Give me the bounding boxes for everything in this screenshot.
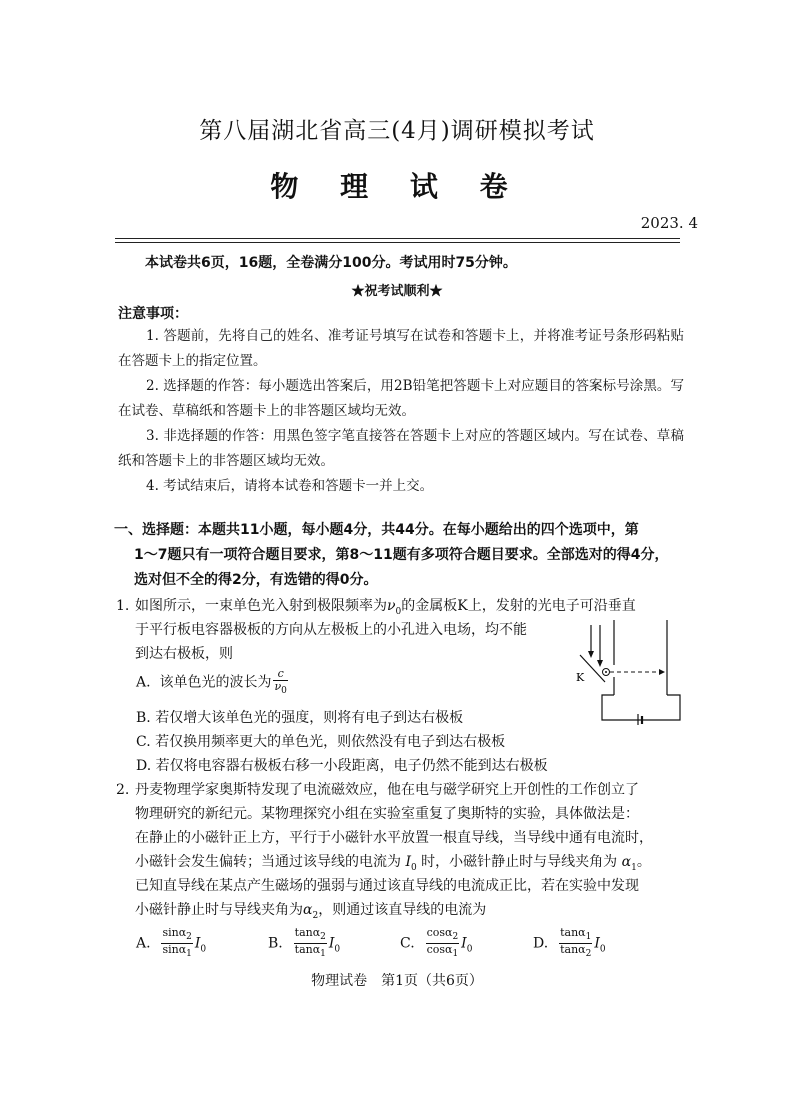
section-1-line-3: 选对但不全的得2分，有选错的得0分。 xyxy=(134,572,378,588)
question-1-option-c: C. 若仅换用频率更大的单色光，则依然没有电子到达右极板 xyxy=(136,734,506,750)
question-2-line-4: 小磁针会发生偏转；当通过该导线的电流为 $I_0$ 时，小磁针静止时与导线夹角为 $\alpha_1$。 xyxy=(135,854,651,873)
exam-title: 第八届湖北省高三(4月)调研模拟考试 xyxy=(199,118,595,144)
question-1-option-d: D. 若仅将电容器右极板右移一小段距离，电子仍然不能到达右极板 xyxy=(136,758,548,774)
question-2-line-3: 在静止的小磁针正上方，平行于小磁针水平放置一根直导线，当导线中通有电流时， xyxy=(135,830,653,846)
svg-text:K: K xyxy=(576,671,585,684)
question-1-line-3: 到达右极板，则 xyxy=(135,646,233,662)
question-1-option-a: A. 该单色光的波长为 $\frac{c}{\nu_0}$ xyxy=(136,667,287,697)
question-2-option-a: A. $\frac{\sin\alpha_2}{\sin\alpha_1}$ $I_0$ xyxy=(136,926,207,960)
question-1-number: 1. xyxy=(116,598,130,614)
question-2-option-d: D. $\frac{\tan\alpha_1}{\tan\alpha_2}$ $I_0$ xyxy=(533,926,606,960)
notice-heading: 注意事项： xyxy=(118,306,188,322)
blessing: ★祝考试顺利★ xyxy=(351,284,443,299)
exam-intro: 本试卷共6页，16题，全卷满分100分。考试用时75分钟。 xyxy=(145,255,517,271)
notice-item-3: 3. 非选择题的作答：用黑色签字笔直接答在答题卡上对应的答题区域内。写在试卷、草稿纸和答题卡上的非答题区域均无效。 xyxy=(118,428,684,469)
wavelength-fraction: $\frac{c}{\nu_0}$ xyxy=(274,667,287,697)
section-1-line-2: 1～7题只有一项符合题目要求，第8～11题有多项符合题目要求。全部选对的得4分， xyxy=(134,547,669,563)
notice-item-4: 4. 考试结束后，请将本试卷和答题卡一并上交。 xyxy=(146,478,434,494)
question-1-line-1: 如图所示，一束单色光入射到极限频率为$\nu_0$的金属板K上，发射的光电子可沿垂直 xyxy=(135,598,636,617)
exam-date: 2023. 4 xyxy=(640,214,698,232)
header-rule-top xyxy=(115,238,680,239)
section-1-heading xyxy=(114,518,686,593)
notice-item-2: 2. 选择题的作答：每小题选出答案后，用2B铅笔把答题卡上对应题目的答案标号涂黑。写在试卷、草稿纸和答题卡上的非答题区域均无效。 xyxy=(118,378,684,419)
question-2-number: 2. xyxy=(116,782,130,798)
notice-item-1: 1. 答题前，先将自己的姓名、准考证号填写在试卷和答题卡上，并将准考证号条形码粘贴在答题卡上的指定位置。 xyxy=(118,328,684,369)
question-1-line-2: 于平行板电容器极板的方向从左极板上的小孔进入电场，均不能 xyxy=(135,622,527,638)
question-2-option-c: C. $\frac{\cos\alpha_2}{\cos\alpha_1}$ $I_0$ xyxy=(400,926,473,960)
question-2-line-1: 丹麦物理学家奥斯特发现了电流磁效应，他在电与磁学研究上开创性的工作创立了 xyxy=(135,782,639,798)
section-1-line-1: 一、选择题：本题共11小题，每小题4分，共44分。在每小题给出的四个选项中，第 xyxy=(114,522,639,538)
capacitor-figure xyxy=(572,615,684,725)
question-2-option-b: B. $\frac{\tan\alpha_2}{\tan\alpha_1}$ $I_0$ xyxy=(268,926,341,960)
question-2-line-6: 小磁针静止时与导线夹角为$\alpha_2$，则通过该直导线的电流为 xyxy=(135,902,487,921)
header-rule-bottom xyxy=(115,242,680,243)
question-2-line-2: 物理研究的新纪元。某物理探究小组在实验室重复了奥斯特的实验，具体做法是： xyxy=(135,806,639,822)
subject-title: 物 理 试 卷 xyxy=(270,170,524,203)
question-2-line-5: 已知直导线在某点产生磁场的强弱与通过该直导线的电流成正比，若在实验中发现 xyxy=(135,878,639,894)
question-1-option-b: B. 若仅增大该单色光的强度，则将有电子到达右极板 xyxy=(136,710,464,726)
page-footer: 物理试卷 第1页（共6页） xyxy=(311,973,483,989)
